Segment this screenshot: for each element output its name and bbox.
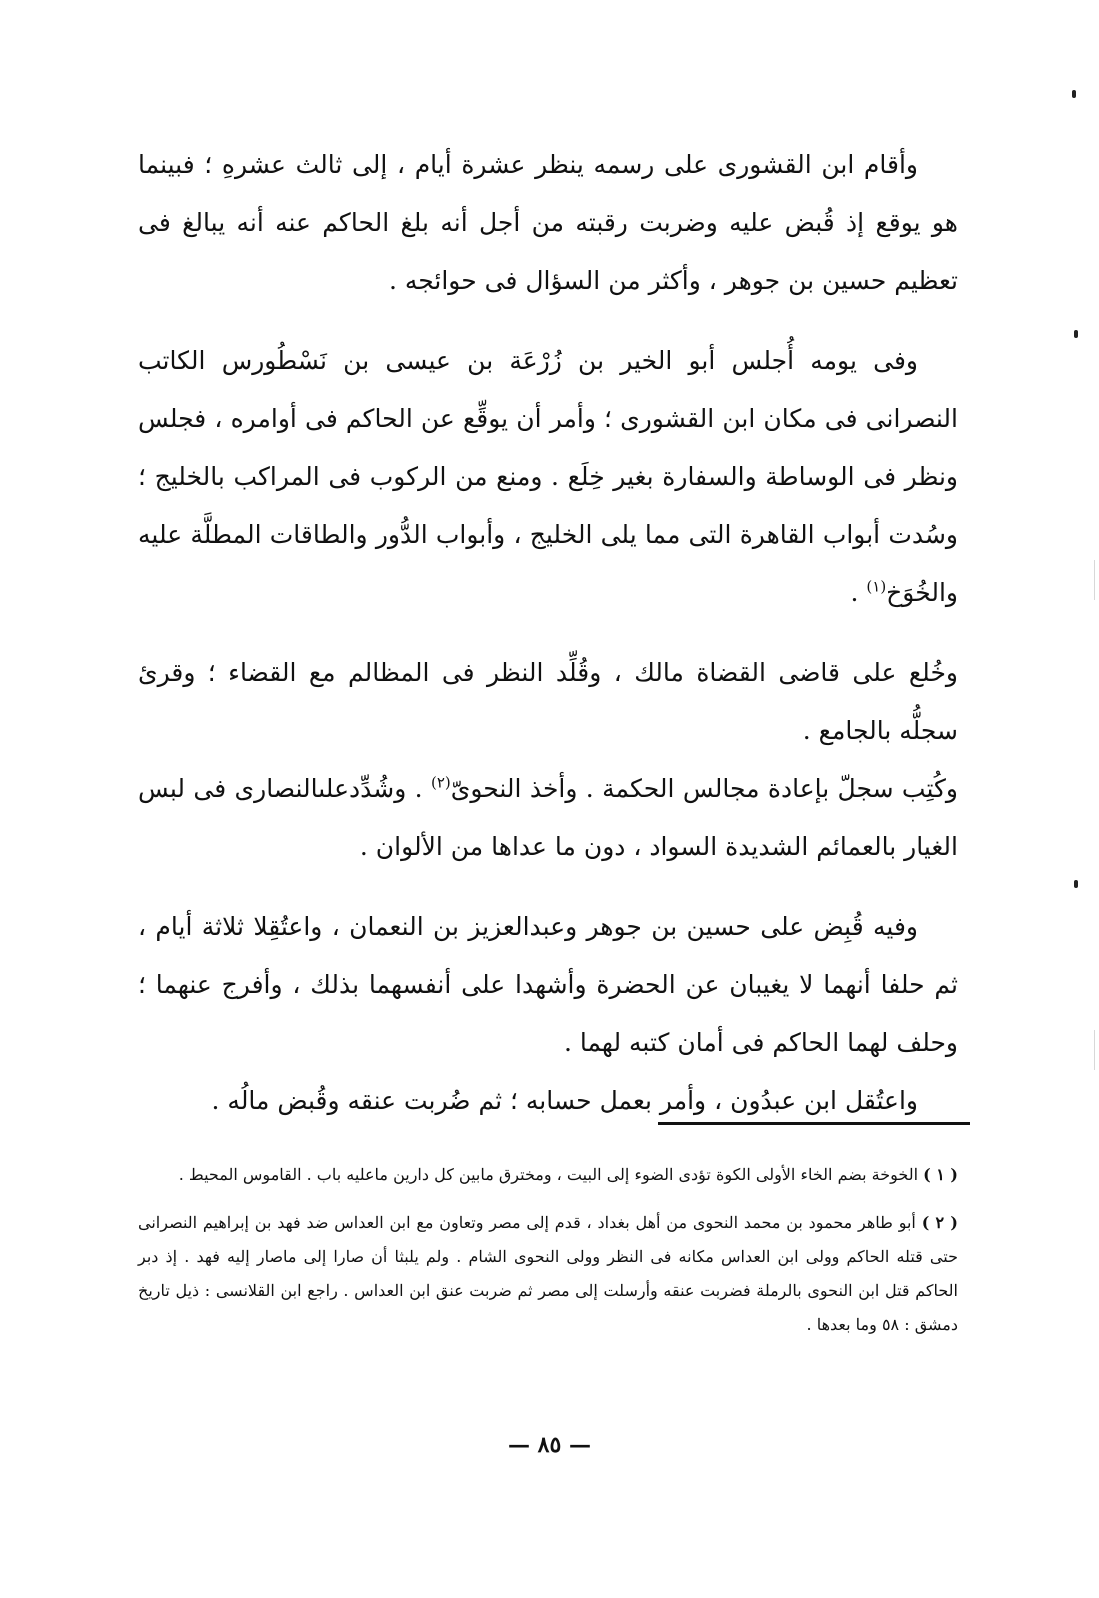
- footnotes: [138, 1158, 958, 1356]
- margin-dot-mark: [1074, 330, 1078, 338]
- paragraph-4: [138, 760, 958, 876]
- footnote-1-number: ( ١ ): [923, 1165, 958, 1184]
- paragraph-1: [138, 136, 958, 310]
- footnote-ref-1: (١): [866, 577, 887, 596]
- paragraph-4-text: وكُتِب سجلّ بإعادة مجالس الحكمة . وأخذ النحوىّ: [450, 774, 958, 803]
- main-text: [138, 136, 958, 1130]
- scan-edge-mark: [1094, 560, 1095, 600]
- paragraph-3: [138, 644, 958, 760]
- paragraph-2: [138, 332, 958, 622]
- scan-edge-mark: [1094, 1030, 1095, 1070]
- paragraph-5-text: وفيه قُبِض على حسين بن جوهر وعبدالعزيز بن النعمان ، واعتُقِلا ثلاثة أيام ، ثم حلفا أنهما لا يغيبان عن الحضرة وأشهدا على أنفسهما بذلك ، وأفرج عنهما ؛ وحلف لهما الحاكم فى أمان كتبه لهما .: [138, 912, 958, 1057]
- margin-dot-mark: [1074, 880, 1078, 888]
- paragraph-3-text: وخُلع على قاضى القضاة مالك ، وقُلِّد النظر فى المظالم مع القضاء ؛ وقرئ سجلُّه بالجامع .: [138, 658, 958, 745]
- footnote-2-text: أبو طاهر محمود بن محمد النحوى من أهل بغداد ، قدم إلى مصر وتعاون مع ابن العداس ضد فهد بن إبراهيم النصرانى حتى قتله الحاكم وولى ابن العداس مكانه فى النظر وولى النحوى الشام . ولم يلبثا أن صارا إلى ماصار إليه فهد . إذ دبر الحاكم قتل ابن النحوى بالرملة فضربت عنقه وأرسلت إلى مصر ثم ضربت عنق ابن العداس . راجع ابن القلانسى : ذيل تاريخ دمشق : ٥٨ وما بعدها .: [138, 1213, 959, 1334]
- footnote-ref-2: (٢): [430, 773, 451, 792]
- footnote-1: [138, 1158, 958, 1192]
- margin-dot-mark: [1072, 90, 1076, 98]
- paragraph-2-text: وفى يومه أُجلس أبو الخير بن زُرْعَة بن عيسى بن نَسْطُورس الكاتب النصرانى فى مكان ابن القشورى ؛ وأمر أن يوقِّع عن الحاكم فى أوامره ، فجلس ونظر فى الوساطة والسفارة بغير خِلَع . ومنع من الركوب فى المراكب بالخليج ؛ وسُدت أبواب القاهرة التى مما يلى الخليج ، وأبواب الدُّور والطاقات المطلَّة عليه والخُوَخ: [138, 346, 958, 607]
- paragraph-5: [138, 898, 958, 1072]
- paragraph-2-end: .: [850, 578, 867, 607]
- footnote-2-number: ( ٢ ): [921, 1213, 958, 1232]
- paragraph-6-text: واعتُقل ابن عبدُون ، وأمر بعمل حسابه ؛ ثم ضُربت عنقه وقُبض مالُه .: [211, 1086, 918, 1115]
- footnote-1-text: الخوخة بضم الخاء الأولى الكوة تؤدى الضوء إلى البيت ، ومخترق مابين كل دارين ماعليه باب . القاموس المحيط .: [178, 1165, 919, 1184]
- paragraph-1-text: وأقام ابن القشورى على رسمه ينظر عشرة أيام ، إلى ثالث عشرهِ ؛ فبينما هو يوقع إذ قُبض عليه وضربت رقبته من أجل أنه بلغ الحاكم عنه أنه يبالغ فى تعظيم حسين بن جوهر ، وأكثر من السؤال فى حوائجه .: [138, 150, 958, 295]
- page-number: — ٨٥ —: [508, 1432, 591, 1458]
- footnote-separator-rule: [658, 1122, 970, 1125]
- footnote-2: [138, 1206, 958, 1342]
- paragraph-4-tail: . وشُدِّدعلىالنصارى فى لبس الغيار بالعمائم الشديدة السواد ، دون ما عداها من الألوان .: [138, 774, 958, 861]
